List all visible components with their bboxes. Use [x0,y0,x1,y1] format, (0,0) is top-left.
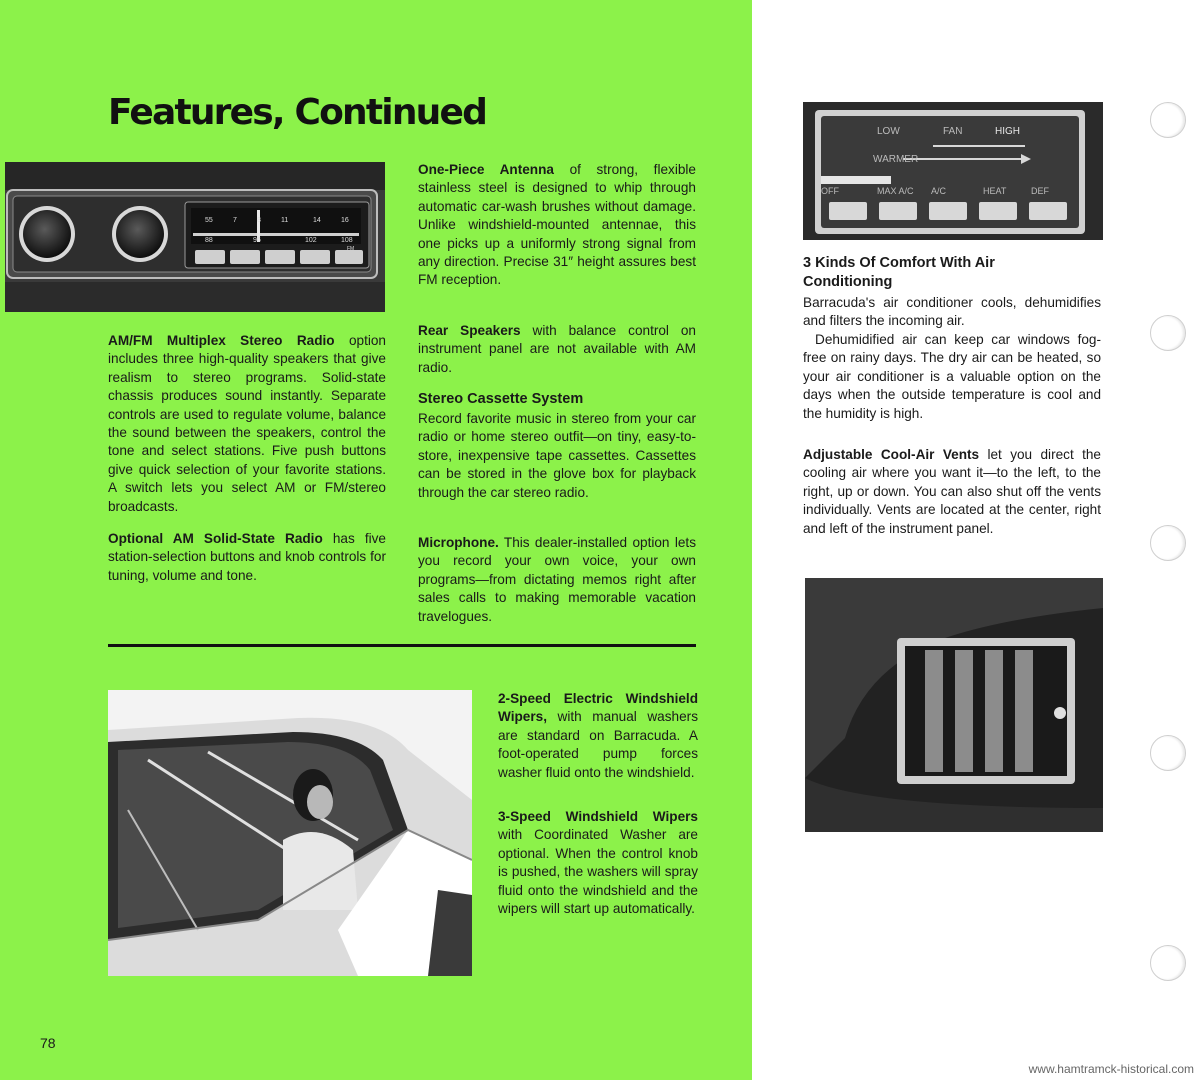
climate-heat-label: HEAT [983,186,1007,196]
rear-speakers-body: with balance control on instrument panel are not available with AM radio. [418,323,696,375]
am-radio-lead: Optional AM Solid-State Radio [108,531,323,546]
three-speed-wipers-body: with Coordinated Washer are optional. When the control knob is pushed, the washers will spray fluid onto the windshield and the wipers will start up automatically. [498,827,698,917]
cassette-paragraph: Record favorite music in stereo from your car radio or home stereo outfit—on tiny, easy-to-store, inexpensive tape cassettes. Cassettes can be stored in the glove box for playback through the car stereo radio. [418,411,696,500]
microphone-body: This dealer-installed option lets you record your own voice, your own programs—from dictating memos right after sales calls to making memorable vacation travelogues. [418,535,696,624]
two-speed-wipers-body: with manual washers are standard on Barracuda. A foot-operated pump forces washer fluid onto the windshield. [498,709,698,780]
microphone-paragraph [418,534,696,626]
dial-bottom-2: 96 [253,237,261,244]
stereo-radio-paragraph [108,332,386,516]
binder-hole-4 [1150,735,1186,771]
dial-top-2: 7 [233,217,237,224]
binder-hole-3 [1150,525,1186,561]
windshield-illustration [108,690,472,976]
dial-top-4: 11 [281,217,289,224]
dial-bottom-3: 102 [305,237,317,244]
comfort-paragraph-2-text: Dehumidified air can keep car windows fog-free on rainy days. The dry air can be heated, so your air conditioner is a valuable option on the days when the outside temperature is cool and the humidity is high. [803,332,1101,421]
dial-top-1: 55 [205,217,213,224]
vents-body: let you direct the cooling air where you want it—to the left, to the right, up or down. You can also shut off the vents individually. Vents are located at the center, right and left of the instrument panel. [803,447,1101,536]
page-title: Features, Continued [108,92,487,133]
page-number: 78 [40,1035,56,1051]
vents-paragraph [803,446,1101,538]
dial-bottom-4: 108 [341,237,353,244]
comfort-heading: 3 Kinds Of Comfort With Air Conditioning [803,255,995,290]
windshield-photo [108,690,472,976]
climate-ac-label: A/C [931,186,947,196]
dial-top-5: 14 [313,217,321,224]
stereo-radio-lead: AM/FM Multiplex Stereo Radio [108,333,335,348]
cassette-heading: Stereo Cassette System [418,391,584,407]
dial-bottom-1: 88 [205,237,213,244]
climate-def-label: DEF [1031,186,1049,196]
antenna-paragraph [418,161,696,290]
comfort-paragraph-2 [803,331,1101,423]
two-speed-wipers-lead: 2-Speed Electric Windshield Wipers, [498,691,698,725]
binder-hole-2 [1150,315,1186,351]
air-vent-photo [805,578,1103,832]
climate-warmer-label: WARMER [873,154,919,165]
rear-speakers-lead: Rear Speakers [418,323,521,338]
climate-max-label: MAX A/C [877,186,914,196]
rear-speakers-paragraph [418,322,696,377]
dial-top-6: 16 [341,217,349,224]
dial-top-3: 8 [257,217,261,224]
climate-control-photo [803,102,1103,240]
climate-fan-label: FAN [943,126,963,137]
three-speed-wipers-lead: 3-Speed Windshield Wipers [498,809,698,824]
radio-illustration [5,162,385,312]
vents-lead: Adjustable Cool-Air Vents [803,447,980,462]
am-radio-body: has five station-selection buttons and knob controls for tuning, volume and tone. [108,531,386,583]
climate-high-label: HIGH [995,126,1020,137]
antenna-body: of strong, flexible stainless steel is designed to whip through automatic car-wash brushes without damage. Unlike windshield-mounted antennae, this one picks up a uniformly strong signal from any direction. Precise 31″ height assures best FM reception. [418,162,696,288]
two-speed-wipers-paragraph [498,690,698,782]
stereo-radio-body: option includes three high-quality speakers that give realism to stereo programs. Solid-state chassis produces sound instantly. Separate controls are used to regulate volume, balance the sound between the speakers, control the tone and select stations. Five push buttons give quick selection of your favorite stations. A switch lets you select AM or FM/stereo broadcasts. [108,333,386,514]
comfort-paragraph-1: Barracuda's air conditioner cools, dehumidifies and filters the incoming air. [803,295,1101,329]
section-divider [108,644,696,647]
climate-control-illustration [803,102,1103,240]
climate-low-label: LOW [877,126,900,137]
radio-photo [5,162,385,312]
am-radio-paragraph [108,530,386,585]
binder-hole-5 [1150,945,1186,981]
antenna-lead: One-Piece Antenna [418,162,554,177]
microphone-lead: Microphone. [418,535,499,550]
footer-url: www.hamtramck-historical.com [1028,1062,1194,1076]
air-vent-illustration [805,578,1103,832]
climate-off-label: OFF [821,186,839,196]
binder-hole-1 [1150,102,1186,138]
dial-fm-label: FM [347,246,355,252]
three-speed-wipers-paragraph [498,808,698,918]
